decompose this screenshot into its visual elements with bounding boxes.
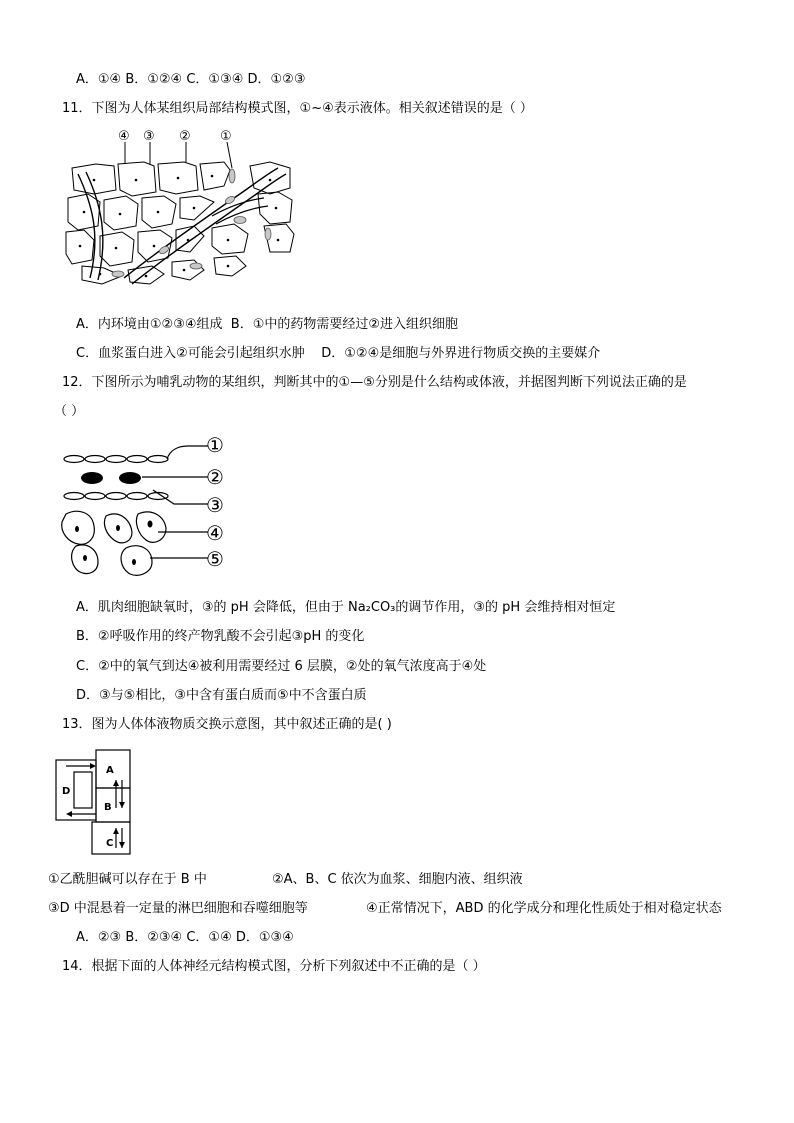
- q11-label-3: ③: [143, 129, 155, 144]
- q11-label-1: ①: [220, 129, 232, 144]
- q13-statement-4: ④正常情况下，ABD 的化学成分和理化性质处于相对稳定状态: [366, 901, 722, 916]
- q11-label-2: ②: [179, 129, 191, 144]
- q12-label-2: ②: [206, 465, 224, 489]
- q13-statement-1: ①乙酰胆碱可以存在于 B 中: [48, 872, 207, 887]
- q12-label-4: ④: [206, 521, 224, 545]
- q12-option-a: A．肌肉细胞缺氧时，③的 pH 会降低，但由于 Na₂CO₃的调节作用，③的 pH 会维持相对恒定: [76, 600, 616, 615]
- q11-stem: 11．下图为人体某组织局部结构模式图，①~④表示液体。相关叙述错误的是（ ）: [62, 101, 533, 116]
- q12-label-3: ③: [206, 493, 224, 517]
- q13-options: A．②③ B．②③④ C．①④ D．①③④: [76, 930, 294, 945]
- q12-label-1: ①: [206, 433, 224, 457]
- q11-label-4: ④: [118, 129, 130, 144]
- q12-option-d: D．③与⑤相比，③中含有蛋白质而⑤中不含蛋白质: [76, 688, 367, 703]
- q10-options: A．①④ B．①②④ C．①③④ D．①②③: [76, 72, 306, 87]
- q13-fluid-exchange-diagram: [52, 748, 136, 858]
- q12-stem: 12．下图所示为哺乳动物的某组织，判断其中的①—⑤分别是什么结构或体液，并据图判断下列说法正确的是: [62, 375, 687, 390]
- q12-paren: （ ）: [54, 404, 85, 419]
- q11-tissue-diagram: [64, 128, 296, 286]
- q13-statement-3: ③D 中混悬着一定量的淋巴细胞和吞噬细胞等: [48, 901, 308, 916]
- q12-option-b: B．②呼吸作用的终产物乳酸不会引起③pH 的变化: [76, 629, 365, 644]
- q13-label-a: A: [106, 765, 114, 776]
- q12-label-5: ⑤: [206, 547, 224, 571]
- q13-stem: 13．图为人体体液物质交换示意图，其中叙述正确的是( ): [62, 717, 392, 732]
- q13-statement-2: ②A、B、C 依次为血浆、细胞内液、组织液: [272, 872, 523, 887]
- q11-option-a: A．内环境由①②③④组成 B．①中的药物需要经过②进入组织细胞: [76, 317, 459, 332]
- q12-option-c: C．②中的氧气到达④被利用需要经过 6 层膜，②处的氧气浓度高于④处: [76, 659, 487, 674]
- q13-label-d: D: [62, 786, 71, 797]
- q13-label-b: B: [104, 802, 112, 813]
- q13-label-c: C: [106, 838, 114, 849]
- q11-option-c: C．血浆蛋白进入②可能会引起组织水肿 D．①②④是细胞与外界进行物质交换的主要媒介: [76, 346, 601, 361]
- q12-tissue-diagram: [58, 428, 238, 580]
- q14-stem: 14．根据下面的人体神经元结构模式图，分析下列叙述中不正确的是（ ）: [62, 959, 486, 974]
